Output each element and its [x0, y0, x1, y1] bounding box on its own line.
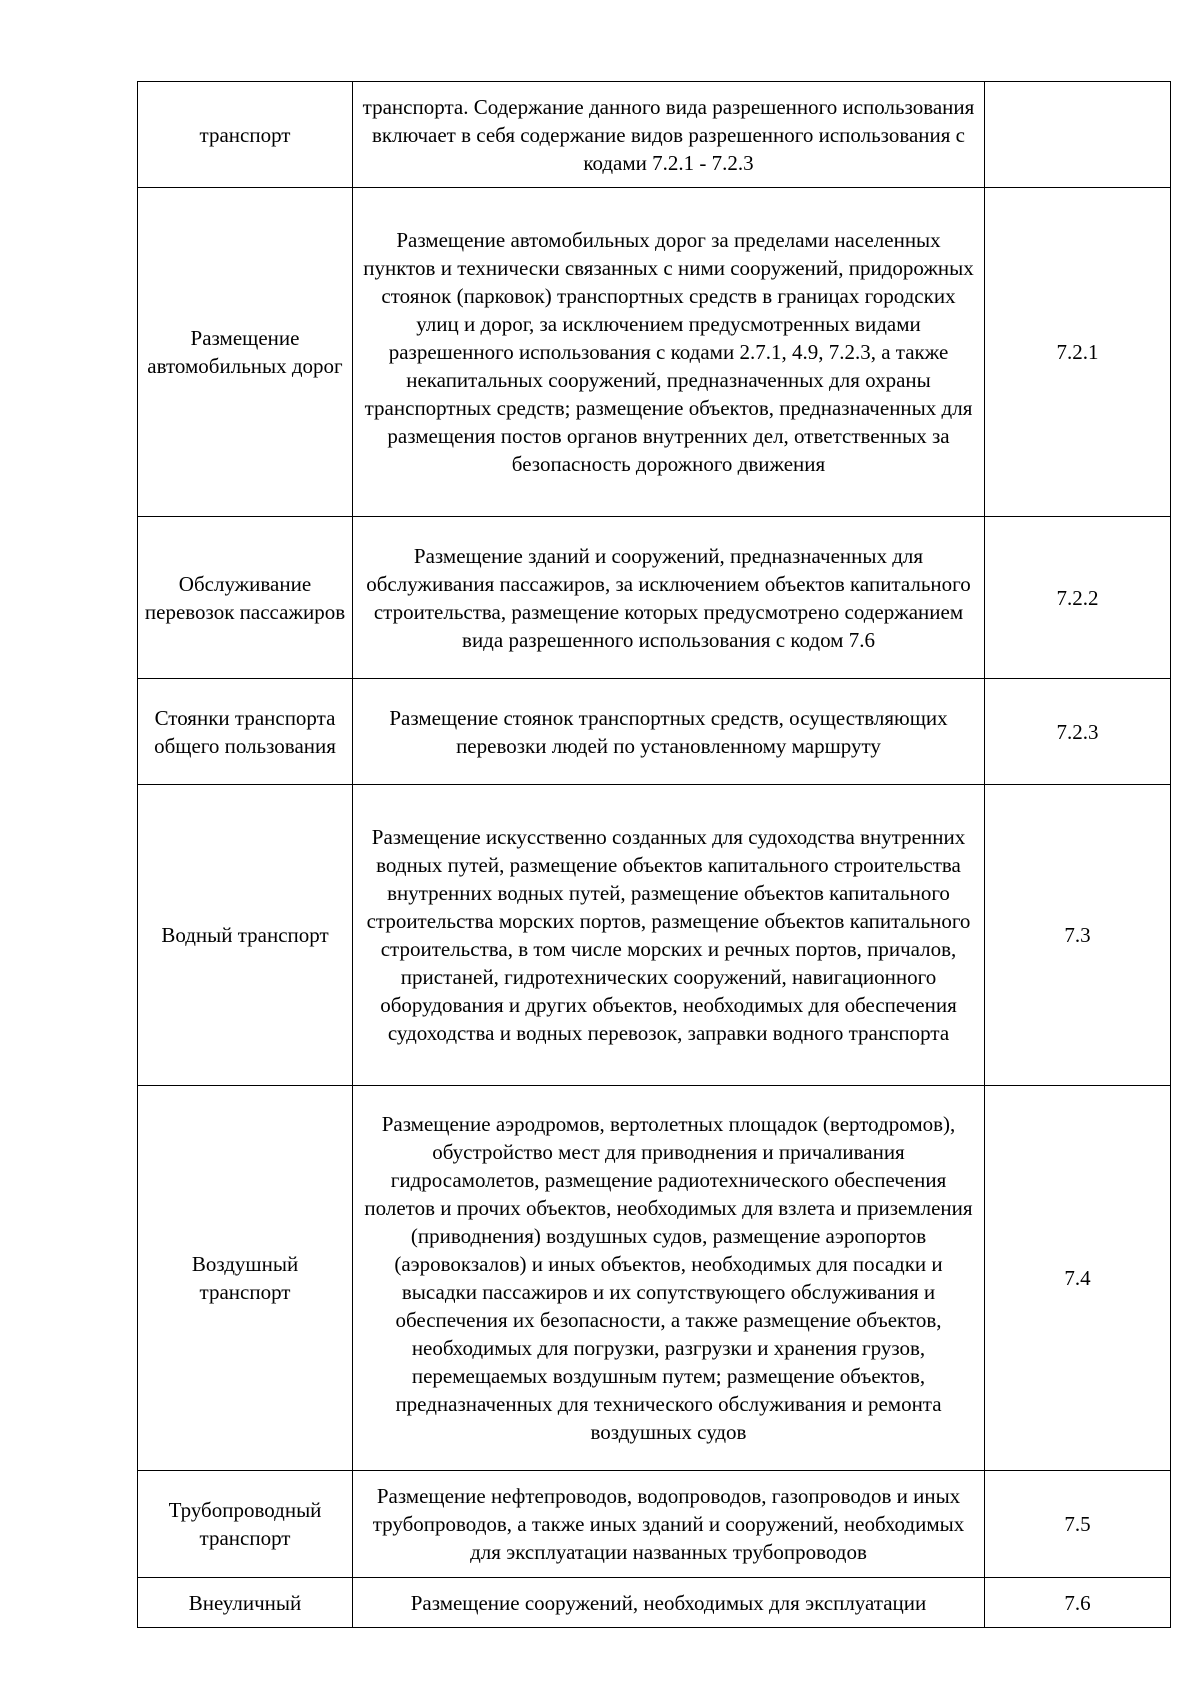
table-row: [138, 517, 1171, 679]
use-description-cell: Размещение искусственно созданных для судоходства внутренних водных путей, размещение объектов капитального строительства внутренних водных путей, размещение объектов капитального строительства морских портов, размещение объектов капитального строительства, в том числе морских и речных портов, причалов, пристаней, гидротехнических сооружений, навигационного оборудования и других объектов, необходимых для обеспечения судоходства и водных перевозок, заправки водного транспорта: [353, 785, 985, 1086]
use-name-cell: Воздушный транспорт: [138, 1086, 353, 1471]
table-row: [138, 679, 1171, 785]
use-code-cell: 7.2.2: [985, 517, 1171, 679]
use-description-cell: Размещение нефтепроводов, водопроводов, газопроводов и иных трубопроводов, а также иных зданий и сооружений, необходимых для эксплуатации названных трубопроводов: [353, 1471, 985, 1578]
use-description-cell: Размещение стоянок транспортных средств, осуществляющих перевозки людей по установленному маршруту: [353, 679, 985, 785]
table-row: [138, 82, 1171, 188]
use-name-cell: Обслуживание перевозок пассажиров: [138, 517, 353, 679]
use-code-cell: 7.6: [985, 1578, 1171, 1628]
table-row: [138, 785, 1171, 1086]
table-row: [138, 1086, 1171, 1471]
use-name-cell: Размещение автомобильных дорог: [138, 188, 353, 517]
use-description-cell: Размещение автомобильных дорог за пределами населенных пунктов и технически связанных с ними сооружений, придорожных стоянок (парковок) транспортных средств в границах городских улиц и дорог, за исключением предусмотренных видами разрешенного использования с кодами 2.7.1, 4.9, 7.2.3, а также некапитальных сооружений, предназначенных для охраны транспортных средств; размещение объектов, предназначенных для размещения постов органов внутренних дел, ответственных за безопасность дорожного движения: [353, 188, 985, 517]
use-name-cell: Внеуличный: [138, 1578, 353, 1628]
use-name-cell: Трубопроводный транспорт: [138, 1471, 353, 1578]
use-code-cell: 7.2.1: [985, 188, 1171, 517]
use-description-cell: Размещение сооружений, необходимых для эксплуатации: [353, 1578, 985, 1628]
use-name-cell: транспорт: [138, 82, 353, 188]
table-row: [138, 188, 1171, 517]
use-description-cell: транспорта. Содержание данного вида разрешенного использования включает в себя содержание видов разрешенного использования с кодами 7.2.1 - 7.2.3: [353, 82, 985, 188]
land-use-table-body: [138, 82, 1171, 1628]
use-code-cell: 7.5: [985, 1471, 1171, 1578]
land-use-table: [137, 81, 1171, 1628]
use-description-cell: Размещение аэродромов, вертолетных площадок (вертодромов), обустройство мест для приводнения и причаливания гидросамолетов, размещение радиотехнического обеспечения полетов и прочих объектов, необходимых для взлета и приземления (приводнения) воздушных судов, размещение аэропортов (аэровокзалов) и иных объектов, необходимых для посадки и высадки пассажиров и их сопутствующего обслуживания и обеспечения их безопасности, а также размещение объектов, необходимых для погрузки, разгрузки и хранения грузов, перемещаемых воздушным путем; размещение объектов, предназначенных для технического обслуживания и ремонта воздушных судов: [353, 1086, 985, 1471]
use-code-cell: 7.4: [985, 1086, 1171, 1471]
use-name-cell: Стоянки транспорта общего пользования: [138, 679, 353, 785]
use-code-cell: [985, 82, 1171, 188]
use-name-cell: Водный транспорт: [138, 785, 353, 1086]
use-description-cell: Размещение зданий и сооружений, предназначенных для обслуживания пассажиров, за исключением объектов капитального строительства, размещение которых предусмотрено содержанием вида разрешенного использования с кодом 7.6: [353, 517, 985, 679]
table-row: [138, 1578, 1171, 1628]
use-code-cell: 7.3: [985, 785, 1171, 1086]
use-code-cell: 7.2.3: [985, 679, 1171, 785]
table-row: [138, 1471, 1171, 1578]
